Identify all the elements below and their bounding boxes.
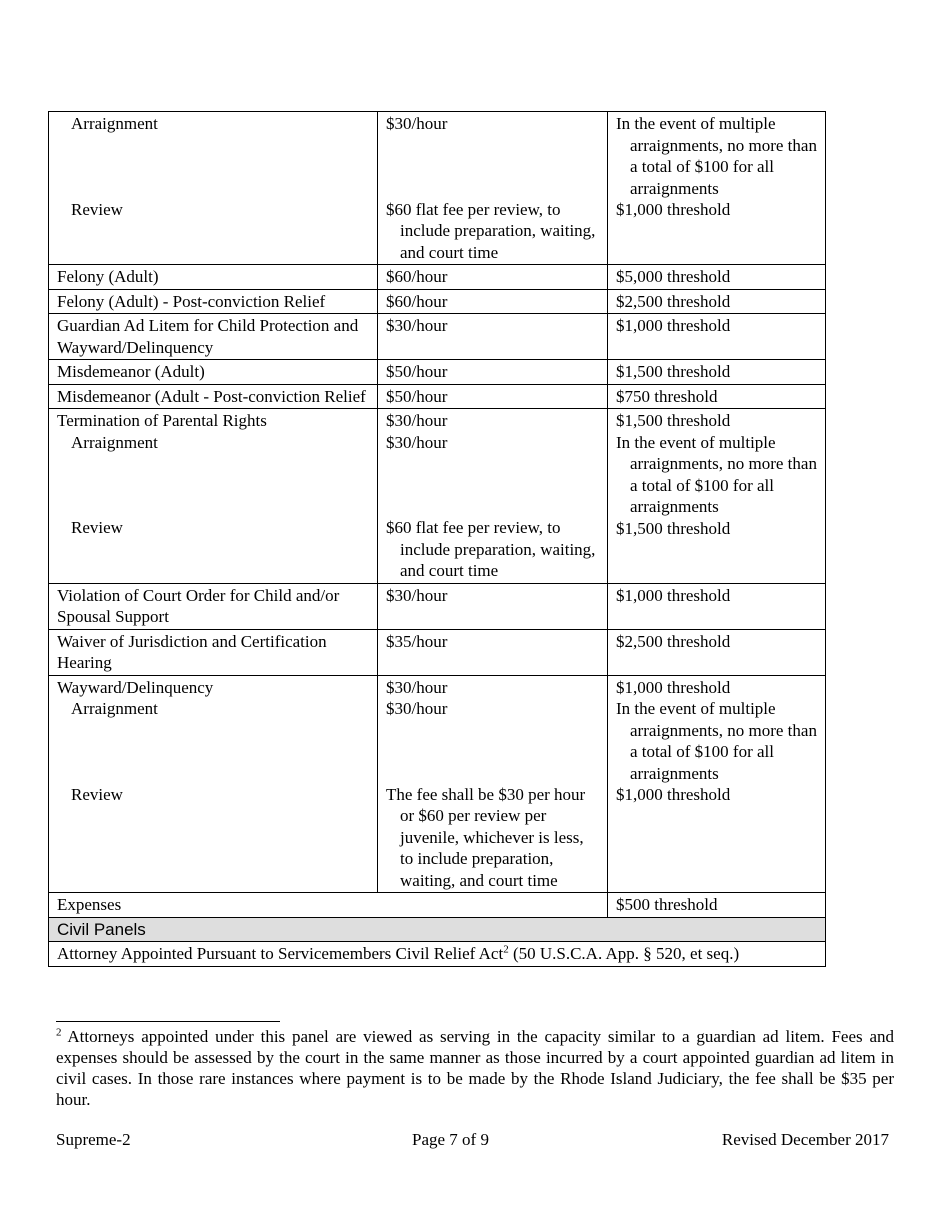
case-type: Guardian Ad Litem for Child Protection and Wayward/Delinquency: [49, 314, 378, 360]
case-type: Waiver of Jurisdiction and Certification Hearing: [49, 629, 378, 675]
threshold-value: $1,000 threshold: [616, 785, 731, 804]
scra-text: Attorney Appointed Pursuant to Servicemembers Civil Relief Act: [57, 944, 504, 963]
fee-value: $30/hour: [386, 677, 448, 697]
threshold-value: In the event of multiple arraignments, no more than a total of $100 for all arraignments: [616, 699, 817, 783]
table-row: [49, 384, 826, 409]
threshold-value: $1,500 threshold: [616, 518, 731, 538]
footnote-mark: 2: [56, 1026, 62, 1039]
footnote-separator: [56, 1021, 280, 1022]
table-row: [49, 289, 826, 314]
fee-value: $60/hour: [378, 265, 608, 290]
sub-item-review: Review: [71, 784, 123, 804]
fee-value: $60/hour: [378, 289, 608, 314]
case-type: Violation of Court Order for Child and/or Spousal Support: [49, 583, 378, 629]
fee-value: The fee shall be $30 per hour or $60 per review per juvenile, whichever is less, to include preparation, waiting, and court time: [386, 784, 586, 890]
table-row: [49, 893, 826, 918]
threshold-value: $1,500 threshold: [616, 411, 731, 430]
sub-item-arraignment: Arraignment: [71, 432, 158, 452]
case-type: Termination of Parental Rights: [57, 411, 267, 430]
fee-value: $30/hour: [386, 114, 448, 133]
case-type: Felony (Adult): [49, 265, 378, 290]
sub-item-arraignment: Arraignment: [71, 114, 158, 133]
table-row: [49, 583, 826, 629]
table-cell: [608, 409, 826, 584]
scra-citation: (50 U.S.C.A. App. § 520, et seq.): [508, 944, 740, 963]
sub-item-arraignment: Arraignment: [71, 699, 158, 718]
fee-value: $60 flat fee per review, to include preparation, waiting, and court time: [386, 199, 596, 262]
threshold-value: $1,000 threshold: [616, 200, 731, 219]
table-row: [49, 314, 826, 360]
fee-value: $50/hour: [378, 384, 608, 409]
threshold-value: $1,000 threshold: [608, 314, 826, 360]
table-row: [49, 112, 826, 265]
table-cell: [608, 675, 826, 893]
threshold-value: $2,500 threshold: [608, 289, 826, 314]
table-row: [49, 675, 826, 893]
fee-value: $30/hour: [378, 583, 608, 629]
section-heading: Civil Panels: [49, 917, 826, 942]
fee-value: $30/hour: [386, 432, 448, 452]
threshold-value: In the event of multiple arraignments, no more than a total of $100 for all arraignments: [616, 432, 817, 516]
fee-value: $35/hour: [378, 629, 608, 675]
threshold-value: $1,000 threshold: [616, 677, 731, 697]
footer-document-id: Supreme-2: [56, 1130, 131, 1149]
threshold-value: $500 threshold: [608, 893, 826, 918]
table-cell: [49, 112, 378, 265]
case-type: Misdemeanor (Adult - Post-conviction Relief: [49, 384, 378, 409]
threshold-value: $2,500 threshold: [608, 629, 826, 675]
sub-item-review: Review: [71, 518, 123, 537]
threshold-value: $1,000 threshold: [608, 583, 826, 629]
case-type: Wayward/Delinquency: [57, 677, 214, 697]
scra-cell: [49, 942, 826, 967]
sub-item-review: Review: [71, 199, 123, 219]
footnote-text: Attorneys appointed under this panel are viewed as serving in the capacity similar to a guardian ad litem. Fees and expenses should be assessed by the court in the same manner as those incurred by a court appointed guardian ad litem in civil cases. In those rare instances where payment is to be made by the Rhode Island Judiciary, the fee shall be $35 per hour.: [56, 1027, 894, 1109]
table-row: [49, 942, 826, 967]
table-cell: [49, 409, 378, 584]
fee-value: $30/hour: [386, 411, 448, 430]
threshold-value: In the event of multiple arraignments, no more than a total of $100 for all arraignments: [616, 114, 817, 198]
table-cell: [378, 112, 608, 265]
footnote-reference: 2: [503, 943, 509, 956]
footnote: [56, 1026, 894, 1110]
section-heading-row: [49, 917, 826, 942]
table-cell: [608, 112, 826, 265]
threshold-value: $1,500 threshold: [608, 360, 826, 385]
fee-value: $30/hour: [378, 314, 608, 360]
table-row: [49, 629, 826, 675]
case-type: Felony (Adult) - Post-conviction Relief: [49, 289, 378, 314]
table-row: [49, 360, 826, 385]
footer-page-number: Page 7 of 9: [412, 1130, 489, 1149]
table-cell: [378, 675, 608, 893]
case-type: Expenses: [49, 893, 608, 918]
threshold-value: $750 threshold: [608, 384, 826, 409]
fee-value: $60 flat fee per review, to include preparation, waiting, and court time: [386, 518, 596, 580]
table-row: [49, 265, 826, 290]
table-cell: [378, 409, 608, 584]
fee-value: $50/hour: [378, 360, 608, 385]
fee-schedule-table: [48, 111, 826, 967]
fee-value: $30/hour: [386, 699, 448, 718]
case-type: Misdemeanor (Adult): [49, 360, 378, 385]
table-cell: [49, 675, 378, 893]
table-row: [49, 409, 826, 584]
footer-revision-date: Revised December 2017: [721, 1130, 889, 1149]
threshold-value: $5,000 threshold: [608, 265, 826, 290]
